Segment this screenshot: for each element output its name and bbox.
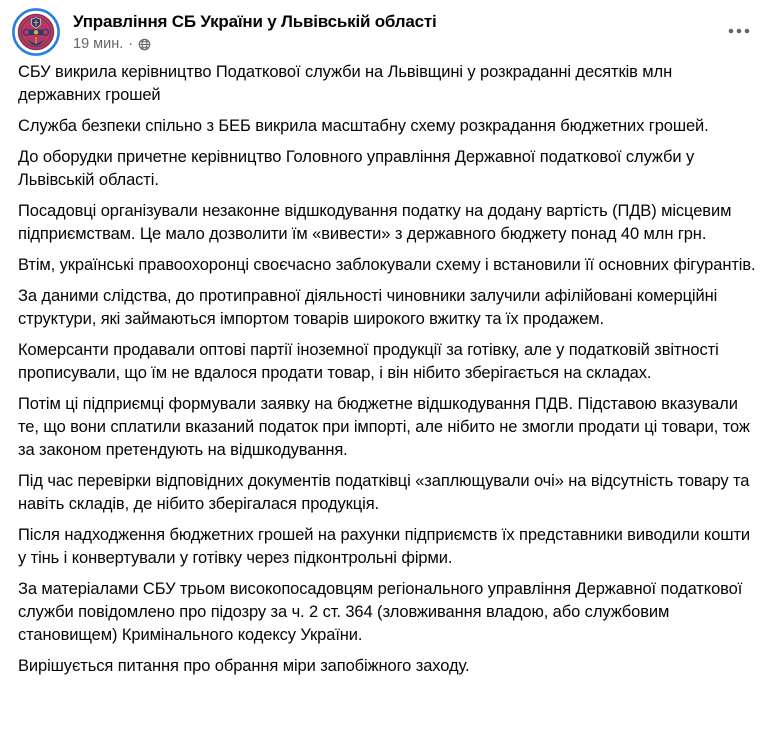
post-paragraph: До оборудки причетне керівництво Головного управління Державної податкової служби у Львівській області. bbox=[18, 148, 695, 189]
page-avatar[interactable] bbox=[12, 8, 60, 56]
post-paragraph: Втім, українські правоохоронці своєчасно заблокували схему і встановили її основних фігурантів. bbox=[18, 256, 756, 274]
post-timestamp[interactable]: 19 мин. bbox=[73, 36, 124, 52]
header-info bbox=[73, 8, 437, 53]
post-body bbox=[0, 56, 776, 678]
post-paragraph: Після надходження бюджетних грошей на рахунки підприємств їх представники виводили кошти у тінь і конвертували у готівку через підконтрольні фірми. bbox=[18, 526, 751, 567]
post-paragraph: Вирішується питання про обрання міри запобіжного заходу. bbox=[18, 657, 470, 675]
page-name-link[interactable]: Управління СБ України у Львівській області bbox=[73, 12, 437, 31]
post-paragraph: За матеріалами СБУ трьом високопосадовцям регіонального управління Державної податкової служби повідомлено про підозру за ч. 2 ст. 364 (зловживання владою, або службовим становищем) Кримінального кодексу України. bbox=[18, 580, 743, 644]
post-header bbox=[0, 0, 776, 56]
sbu-emblem-icon bbox=[12, 8, 60, 56]
post-paragraph: Під час перевірки відповідних документів податківці «заплющували очі» на відсутність товару та навіть складів, де нібито зберігалася продукція. bbox=[18, 472, 750, 513]
post-paragraph: Комерсанти продавали оптові партії іноземної продукції за готівку, але у податковій звітності прописували, що їм не вдалося продати товар, і він нібито зберігається на складах. bbox=[18, 341, 719, 382]
post-paragraph: СБУ викрила керівництво Податкової служби на Львівщині у розкраданні десятків млн державних грошей bbox=[18, 63, 673, 104]
post-paragraph: Служба безпеки спільно з БЕБ викрила масштабну схему розкрадання бюджетних грошей. bbox=[18, 117, 709, 135]
three-dots-icon bbox=[727, 28, 751, 34]
post-paragraph: Потім ці підприємці формували заявку на бюджетне відшкодування ПДВ. Підставою вказували те, що вони сплатили вказаний податок при імпорті, але нібито не змогли продати ці товари, тож за законом претендують на відшкодування. bbox=[18, 395, 750, 459]
post-paragraph: За даними слідства, до протиправної діяльності чиновники залучили афілійовані комерційні структури, які займаються імпортом товарів широкого вжитку та їх продажем. bbox=[18, 287, 718, 328]
meta-separator: · bbox=[128, 36, 134, 52]
post-paragraph: Посадовці організували незаконне відшкодування податку на додану вартість (ПДВ) місцевим підприємствам. Це мало дозволити їм «вивести» з державного бюджету понад 40 млн грн. bbox=[18, 202, 732, 243]
post-meta bbox=[73, 35, 437, 53]
globe-icon bbox=[138, 38, 151, 51]
more-options-button[interactable] bbox=[721, 13, 757, 49]
